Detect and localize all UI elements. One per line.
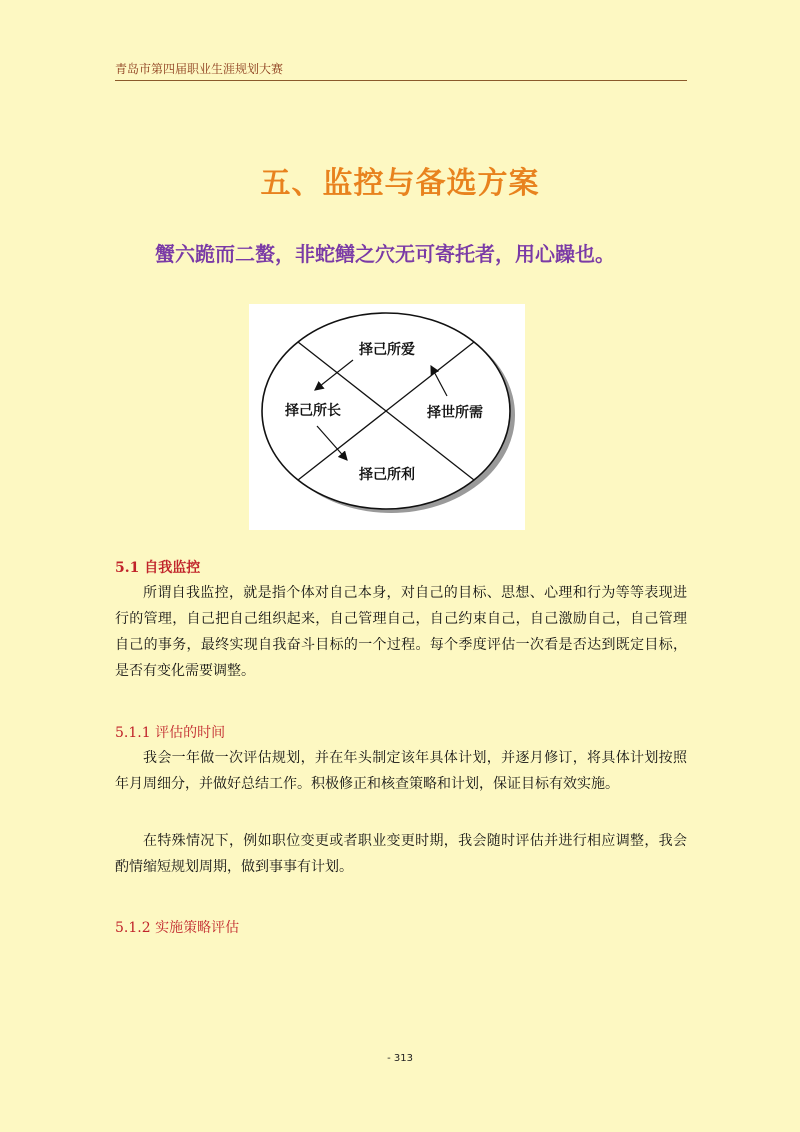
label-right: 择世所需: [427, 405, 483, 421]
chapter-title: 五、监控与备选方案: [260, 166, 540, 201]
section-5-1-heading: 5.1 自我监控: [115, 560, 201, 576]
career-choice-diagram: [249, 304, 525, 530]
label-top: 择己所爱: [359, 342, 415, 358]
label-left: 择己所长: [285, 403, 341, 419]
page-number: - 313: [387, 1053, 413, 1064]
label-bottom: 择己所利: [359, 467, 415, 483]
section-5-1-1-paragraph-1: 我会一年做一次评估规划，并在年头制定该年具体计划，并逐月修订，将具体计划按照年月周细分，并做好总结工作。积极修正和核查策略和计划，保证目标有效实施。: [115, 750, 687, 792]
section-5-1-1-paragraph-2: 在特殊情况下，例如职位变更或者职业变更时期，我会随时评估并进行相应调整，我会酌情缩短规划周期，做到事事有计划。: [115, 833, 687, 875]
header-title: 青岛市第四届职业生涯规划大赛: [115, 62, 284, 76]
page-header: [115, 58, 687, 81]
section-5-1-paragraph: 所谓自我监控，就是指个体对自己本身，对自己的目标、思想、心理和行为等等表现进行的管理，自己把自己组织起来，自己管理自己，自己约束自己，自己激励自己，自己管理自己的事务，最终实现自我奋斗目标的一个过程。每个季度评估一次看是否达到既定目标，是否有变化需要调整。: [115, 585, 687, 679]
diagram-svg: [249, 304, 525, 530]
section-5-1-2-heading: 5.1.2 实施策略评估: [115, 920, 240, 936]
chapter-quote: 蟹六跪而二螯，非蛇鳝之穴无可寄托者，用心躁也。: [155, 242, 615, 266]
section-5-1-1-heading: 5.1.1 评估的时间: [115, 725, 226, 741]
